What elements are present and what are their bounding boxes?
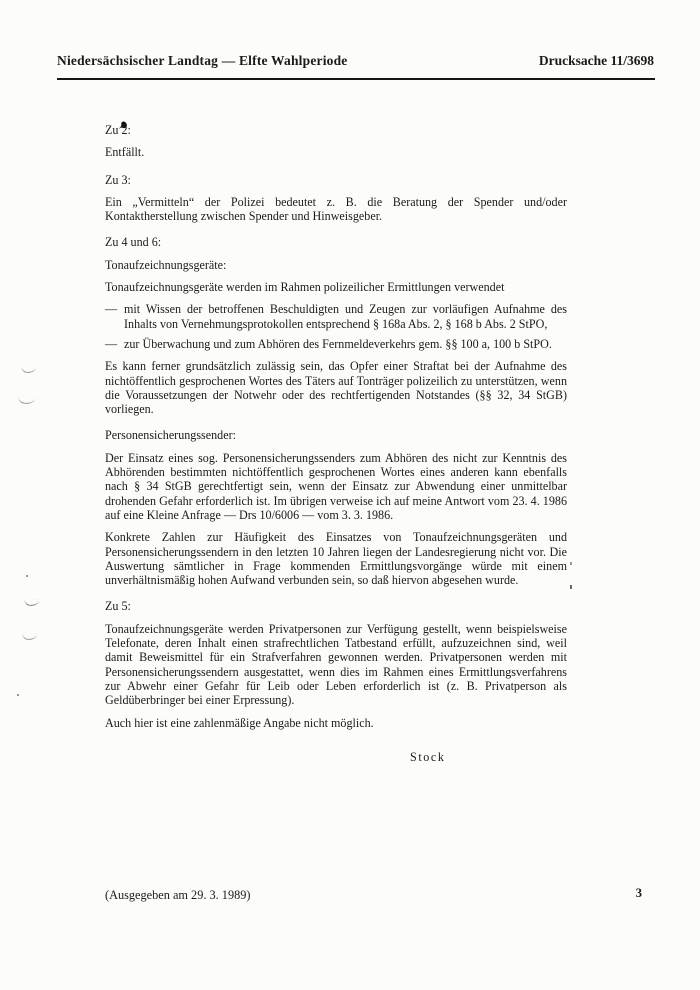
paragraph-notwehr: Es kann ferner grundsätzlich zulässig sein, das Opfer einer Straftat bei der Aufnahme des nichtöffentlich gesprochenen Wortes des Täters auf Tonträger polizeilich zu unterstützen, wenn die Voraussetzungen der Notwehr oder des rechtfertigenden Notstandes (§§ 32, 34 StGB) vorliegen. bbox=[105, 359, 567, 417]
paragraph-keine-angabe: Auch hier ist eine zahlenmäßige Angabe nicht möglich. bbox=[105, 715, 374, 730]
pencil-mark-artifact bbox=[24, 598, 40, 607]
paragraph-vermitteln: Ein „Vermitteln“ der Polizei bedeutet z. B. die Beratung der Spender und/oder Kontaktherstellung zwischen Spender und Hinweisgeber. bbox=[105, 194, 567, 224]
section-heading-zu-3: Zu 3: bbox=[105, 172, 131, 187]
footer-page-number: 3 bbox=[635, 886, 642, 900]
pencil-mark-artifact bbox=[18, 396, 36, 405]
dash-bullet: — bbox=[105, 336, 118, 351]
list-item-stpo-100 bbox=[105, 337, 567, 351]
pencil-mark-artifact bbox=[21, 365, 37, 374]
margin-speck-artifact bbox=[570, 562, 572, 565]
paragraph-personensicherungssender-label: Personensicherungssender: bbox=[105, 428, 236, 443]
margin-speck-artifact bbox=[17, 694, 19, 696]
section-heading-zu-5: Zu 5: bbox=[105, 599, 131, 614]
paragraph-verwendet-intro: Tonaufzeichnungsgeräte werden im Rahmen polizeilicher Ermittlungen verwendet bbox=[105, 280, 505, 295]
margin-speck-artifact bbox=[26, 575, 28, 577]
list-item-text: zur Überwachung und zum Abhören des Fernmeldeverkehrs gem. §§ 100 a, 100 b StPO. bbox=[124, 336, 552, 351]
paragraph-privatpersonen: Tonaufzeichnungsgeräte werden Privatpersonen zur Verfügung gestellt, wenn beispielsweise Telefonate, deren Inhalt einen strafrechtlichen Tatbestand erfüllt, aufzuzeichnen sind, weil damit Beweismittel für ein Strafverfahren gewonnen werden. Privatpersonen werden mit Personensicherungssendern ausgestattet, wenn dies im Rahmen eines Ermittlungsverfahrens zur Abwehr einer Gefahr für Leib oder Leben erforderlich ist (z. B. Privatperson als Geldüberbringer bei einer Erpressung). bbox=[105, 621, 567, 708]
signature-name: Stock bbox=[410, 749, 446, 764]
pencil-mark-artifact bbox=[22, 632, 38, 641]
header-rule-divider bbox=[57, 78, 655, 80]
list-item-text: mit Wissen der betroffenen Beschuldigten und Zeugen zur vorläufigen Aufnahme des Inhalts von Vernehmungsprotokollen entsprechend § 168a Abs. 2, § 168 b Abs. 2 StPO, bbox=[124, 302, 567, 331]
paragraph-tonaufzeichnungsgeraete-label: Tonaufzeichnungsgeräte: bbox=[105, 257, 227, 272]
list-item-stpo-168 bbox=[105, 302, 567, 331]
header-doc-number: Drucksache 11/3698 bbox=[538, 53, 654, 68]
section-heading-zu-2: Zu 2: bbox=[105, 123, 131, 137]
paragraph-einsatz-sender: Der Einsatz eines sog. Personensicherungssenders zum Abhören des nicht zur Kenntnis des Abhörenden bestimmten nichtöffentlich gesprochenen Wortes eines anderen kann ebenfalls nach § 34 StGB gerechtfertigt sein, wenn der Einsatz zur Abwendung einer unmittelbar drohenden Gefahr erforderlich ist. Im übrigen verweise ich auf meine Antwort vom 23. 4. 1986 auf eine Kleine Anfrage — Drs 10/6006 — vom 3. 3. 1986. bbox=[105, 450, 567, 522]
margin-speck-artifact bbox=[570, 585, 572, 589]
footer-issued-note: (Ausgegeben am 29. 3. 1989) bbox=[105, 888, 251, 902]
paragraph-entfaellt: Entfällt. bbox=[105, 145, 145, 160]
document-body bbox=[105, 123, 567, 764]
paragraph-konkrete-zahlen: Konkrete Zahlen zur Häufigkeit des Einsatzes von Tonaufzeichnungsgeräten und Personensicherungssendern in den letzten 10 Jahren liegen der Landesregierung nicht vor. Die Auswertung sämtlicher in Frage kommenden Ermittlungsvorgänge würde mit einem unverhältnismäßig hohen Aufwand verbunden sein, so daß hiervon abgesehen wurde. bbox=[105, 530, 567, 588]
section-heading-zu-4-und-6: Zu 4 und 6: bbox=[105, 235, 162, 250]
dash-bullet: — bbox=[105, 302, 118, 317]
header-parliament-title: Niedersächsischer Landtag — Elfte Wahlperiode bbox=[57, 53, 348, 68]
